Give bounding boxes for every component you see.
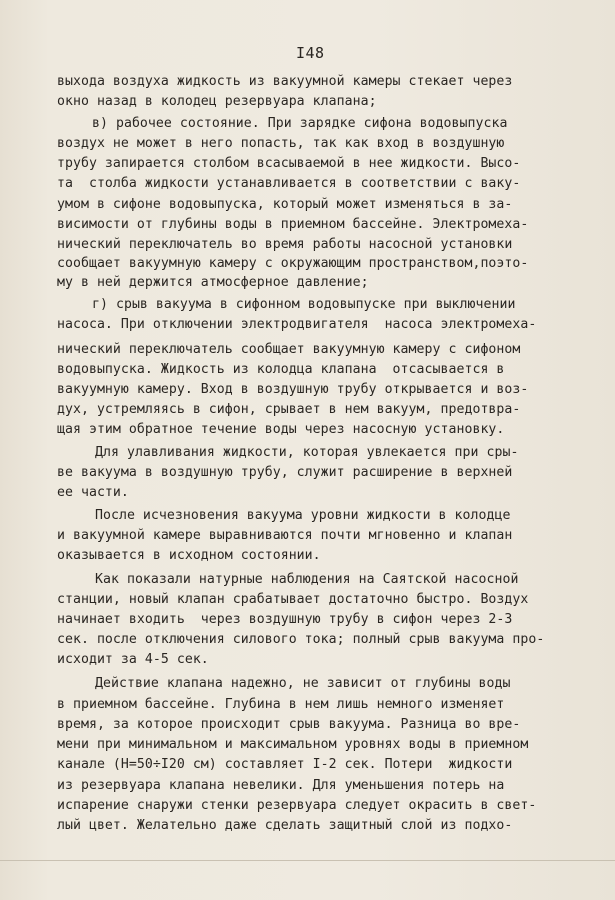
text-line: Действие клапана надежно, не зависит от глубины воды [95,676,511,691]
text-line: ее части. [57,485,129,500]
text-line: г) срыв вакуума в сифонном водовыпуске при выключении [92,297,516,312]
page-edge-divider [0,860,615,861]
text-line: Как показали натурные наблюдения на Саятской насосной [95,572,519,587]
text-line: испарение снаружи стенки резервуара следует окрасить в свет- [57,798,537,813]
text-line: нический переключатель во время работы насосной установки [57,237,513,252]
text-line: умом в сифоне водовыпуска, который может изменяться в за- [57,197,513,212]
text-line: окно назад в колодец резервуара клапана; [57,94,377,109]
text-line: в) рабочее состояние. При зарядке сифона водовыпуска [92,116,508,131]
text-line: трубу запирается столбом всасываемой в нее жидкости. Высо- [57,156,521,171]
text-line: исходит за 4-5 сек. [57,652,209,667]
text-line: вакуумную камеру. Вход в воздушную трубу открывается и воз- [57,382,529,397]
text-line: После исчезновения вакуума уровни жидкости в колодце [95,508,511,523]
page-number: I48 [296,44,325,62]
text-line: Для улавливания жидкости, которая увлекается при сры- [95,445,519,460]
text-line: нический переключатель сообщает вакуумную камеру с сифоном [57,342,521,357]
text-line: и вакуумной камере выравниваются почти мгновенно и клапан [57,528,513,543]
text-line: лый цвет. Желательно даже сделать защитный слой из подхо- [57,818,513,833]
text-line: станции, новый клапан срабатывает достаточно быстро. Воздух [57,592,529,607]
text-line: канале (Н=50÷I20 см) составляет I-2 сек. Потери жидкости [57,757,513,772]
text-line: дух, устремляясь в сифон, срывает в нем вакуум, предотвра- [57,402,521,417]
text-line: сообщает вакуумную камеру с окружающим пространством,поэто- [57,256,529,271]
text-line: ве вакуума в воздушную трубу, служит расширение в верхней [57,465,513,480]
text-line: начинает входить через воздушную трубу в сифон через 2-3 [57,612,513,627]
text-line: воздух не может в него попасть, так как вход в воздушную [57,136,505,151]
text-line: из резервуара клапана невелики. Для уменьшения потерь на [57,778,505,793]
text-line: время, за которое происходит срыв вакуума. Разница во вре- [57,717,521,732]
text-line: водовыпуска. Жидкость из колодца клапана отсасывается в [57,362,505,377]
text-line: насоса. При отключении электродвигателя насоса электромеха- [57,317,537,332]
text-line: выхода воздуха жидкость из вакуумной камеры стекает через [57,74,513,89]
text-line: сек. после отключения силового тока; полный срыв вакуума про- [57,632,545,647]
text-line: висимости от глубины воды в приемном бассейне. Электромеха- [57,217,529,232]
text-line: щая этим обратное течение воды через насосную установку. [57,422,505,437]
text-line: му в ней держится атмосферное давление; [57,275,369,290]
text-line: оказывается в исходном состоянии. [57,548,321,563]
text-line: мени при минимальном и максимальном уровнях воды в приемном [57,737,529,752]
text-line: в приемном бассейне. Глубина в нем лишь немного изменяет [57,697,505,712]
text-line: та столба жидкости устанавливается в соответствии с ваку- [57,176,521,191]
